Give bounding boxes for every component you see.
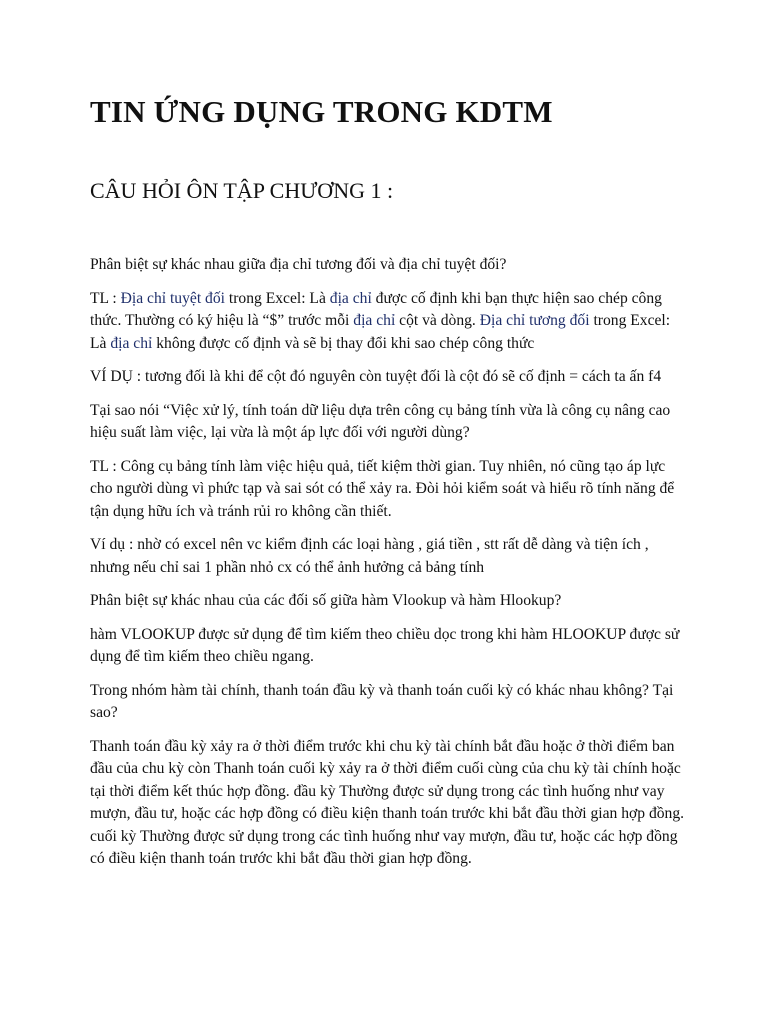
paragraph-answer-4: Thanh toán đầu kỳ xảy ra ở thời điểm trước khi chu kỳ tài chính bắt đầu hoặc ở thời điểm ban đầu của chu kỳ còn Thanh toán cuối kỳ xảy ra ở thời điểm cuối cùng của chu kỳ tài chính hoặc tại thời điểm kết thúc hợp đồng. đầu kỳ Thường được sử dụng trong các tình huống như vay mượn, đầu tư, hoặc các hợp đồng có điều kiện thanh toán trước khi bắt đầu thời gian hợp đồng. cuối kỳ Thường được sử dụng trong các tình huống như vay mượn, đầu tư, hoặc các hợp đồng có điều kiện thanh toán trước khi bắt đầu thời gian hợp đồng. xyxy=(90,737,685,867)
paragraph-example-1: VÍ DỤ : tương đối là khi để cột đó nguyên còn tuyệt đối là cột đó sẽ cố định = cách ta ấn f4 xyxy=(90,368,662,385)
paragraph-question-1: Phân biệt sự khác nhau giữa địa chỉ tương đối và địa chỉ tuyệt đối? xyxy=(90,256,507,273)
paragraph-answer-1 xyxy=(90,288,690,356)
answer-text: trong Excel: Là xyxy=(224,289,330,307)
term-address: địa chỉ xyxy=(110,334,153,352)
answer-text: được cố định khi bạn thực hiện sao chép công thức. Thường có ký hiệu là “$” trước mỗi xyxy=(90,289,662,329)
term-address: địa chỉ xyxy=(329,289,372,307)
paragraph-question-4: Trong nhóm hàm tài chính, thanh toán đầu kỳ và thanh toán cuối kỳ có khác nhau không? Tại sao? xyxy=(90,681,674,721)
paragraph-question-2: Tại sao nói “Việc xử lý, tính toán dữ liệu dựa trên công cụ bảng tính vừa là công cụ nâng cao hiệu suất làm việc, lại vừa là một áp lực đối với người dùng? xyxy=(90,401,671,441)
answer-prefix: TL : xyxy=(90,289,121,307)
answer-text: trong Excel: Là xyxy=(90,312,671,352)
paragraph-example-2: Ví dụ : nhờ có excel nên vc kiểm định các loại hàng , giá tiền , stt rất dễ dàng và tiện ích , nhưng nếu chỉ sai 1 phần nhỏ cx có thể ảnh hưởng cả bảng tính xyxy=(90,536,649,576)
paragraph-answer-2: TL : Công cụ bảng tính làm việc hiệu quả, tiết kiệm thời gian. Tuy nhiên, nó cũng tạo áp lực cho người dùng vì phức tạp và sai sót có thể xảy ra. Đòi hỏi kiểm soát và hiểu rõ tính năng để tận dụng hữu ích và tránh rủi ro không cần thiết. xyxy=(90,457,675,520)
answer-text: không được cố định và sẽ bị thay đổi khi sao chép công thức xyxy=(152,334,535,352)
term-absolute-address: Địa chỉ tuyệt đối xyxy=(120,289,225,307)
term-address: địa chỉ xyxy=(353,312,396,329)
answer-text: cột và dòng. xyxy=(395,312,480,329)
document-title: TIN ỨNG DỤNG TRONG KDTM xyxy=(90,94,553,129)
chapter-heading: CÂU HỎI ÔN TẬP CHƯƠNG 1 : xyxy=(90,178,394,203)
paragraph-question-3: Phân biệt sự khác nhau của các đối số giữa hàm Vlookup và hàm Hlookup? xyxy=(90,592,562,609)
term-relative-address: Địa chỉ tương đối xyxy=(479,312,590,329)
paragraph-answer-3: hàm VLOOKUP được sử dụng để tìm kiếm theo chiều dọc trong khi hàm HLOOKUP được sử dụng để tìm kiếm theo chiều ngang. xyxy=(90,625,680,665)
document-body xyxy=(90,254,690,882)
